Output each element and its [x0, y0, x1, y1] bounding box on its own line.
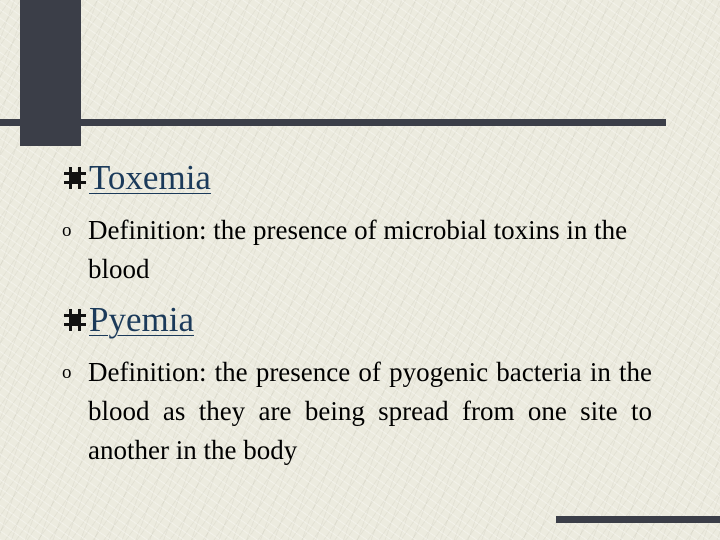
- heading-text: Pyemia: [89, 300, 194, 339]
- definition-text: Definition: the presence of pyogenic bacteria in the blood as they are being spread from one site to another in the body: [88, 357, 652, 465]
- section-heading-toxemia: [62, 160, 211, 195]
- circle-bullet-icon: o: [62, 362, 72, 383]
- heading-text: Toxemia: [89, 158, 211, 197]
- decorative-bottom-bar: [556, 516, 720, 523]
- circle-bullet-icon: o: [62, 220, 72, 241]
- definition-text: Definition: the presence of microbial toxins in the blood: [88, 215, 628, 284]
- hash-square-icon: [62, 165, 88, 191]
- decorative-horizontal-bar: [0, 119, 666, 126]
- definition-item-pyemia: [62, 353, 652, 470]
- hash-square-icon: [62, 307, 88, 333]
- section-heading-pyemia: [62, 302, 194, 337]
- definition-item-toxemia: [62, 211, 652, 289]
